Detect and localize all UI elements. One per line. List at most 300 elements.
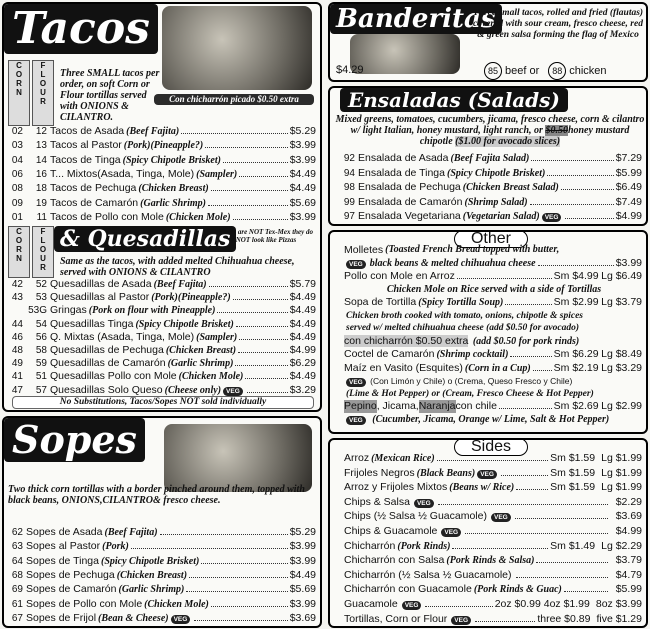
item-corn-number: 46 [11, 331, 23, 343]
tacos-panel [2, 2, 322, 412]
pepino-word: Pepino [344, 400, 377, 412]
sides-panel [328, 438, 648, 628]
menu-row[interactable] [336, 181, 642, 194]
menu-row[interactable] [344, 452, 642, 465]
item-flour-number: 51 [35, 371, 47, 383]
veg-badge: VEG [402, 601, 422, 610]
item-price: $4.49 [289, 330, 316, 343]
other-panel [328, 230, 648, 434]
ensaladas-avocado-note: ($1.00 for avocado slices) [455, 136, 561, 147]
item-corn-number: 03 [11, 140, 23, 152]
molletes-row-2 [344, 257, 642, 271]
item-name: Chicharrón con Salsa [344, 554, 445, 567]
molletes-desc: (Toasted French Bread topped with butter, [385, 244, 560, 255]
item-price: $5.99 [615, 166, 642, 179]
sopa-sm: Sm $2.99 [553, 296, 599, 308]
pepino-desc: (Cucumber, Jicama, Orange w/ Lime, Salt & Hot Pepper) [372, 413, 610, 425]
item-desc: (Spicy Chipotle Brisket) [122, 154, 221, 166]
chicharron-banner: Con chicharrón picado $0.50 extra [154, 94, 314, 105]
item-price-large: Lg $1.99 [601, 481, 642, 494]
veg-badge: VEG [441, 528, 461, 537]
item-name: Arroz y Frijoles Mixtos [344, 481, 448, 494]
con-chile-word: con chile [455, 400, 497, 412]
item-price-large: Lg $2.29 [601, 539, 642, 552]
menu-row[interactable] [344, 540, 642, 553]
menu-row[interactable] [336, 196, 642, 209]
item-corn-number: 44 [11, 318, 23, 330]
dot-leader [201, 563, 287, 564]
item-flour-number: 14 [35, 154, 47, 166]
item-number: 63 [11, 541, 23, 553]
menu-row[interactable] [344, 467, 642, 480]
quesadillas-intro: Same as the tacos, with added melted Chihuahua cheese, served with ONIONS & CILANTRO [60, 256, 295, 278]
item-price-large: $5.99 [615, 583, 642, 596]
sopa-row [344, 296, 642, 310]
menu-row[interactable] [336, 210, 642, 223]
item-name: Quesadillas Pollo con Mole [50, 370, 177, 383]
item-price-small: three $0.89 [537, 612, 591, 625]
item-desc: (Chicken Breast) [138, 183, 209, 195]
menu-row[interactable] [4, 384, 316, 397]
dot-leader [239, 339, 287, 340]
flour-band-2: F L O U R [32, 226, 54, 278]
item-corn-number: 08 [11, 183, 23, 195]
menu-row[interactable] [4, 125, 316, 138]
item-desc: (Chicken Breast) [116, 569, 188, 581]
dot-leader [247, 392, 288, 393]
dot-leader [531, 160, 613, 161]
item-price-large: $3.79 [615, 554, 642, 567]
dot-leader [233, 219, 288, 220]
menu-row[interactable] [4, 182, 316, 195]
sopa-note-1: Chicken broth cooked with tomato, onions, chipotle & spices [346, 310, 583, 321]
menu-row[interactable] [4, 139, 316, 152]
menu-row[interactable] [4, 612, 316, 625]
item-price-small: Sm $1.59 [550, 481, 596, 494]
banderitas-options [484, 62, 607, 80]
flour-band: F L O U R [32, 60, 54, 126]
item-desc: (Spicy Chipotle Brisket) [135, 318, 234, 330]
menu-row[interactable] [344, 569, 642, 582]
dot-leader [194, 620, 287, 621]
item-name: Sopes de Pechuga [26, 568, 115, 581]
menu-row[interactable] [344, 525, 642, 538]
item-price: $6.49 [615, 181, 642, 193]
item-desc: (Bean & Cheese) [98, 612, 169, 624]
maiz-name: Maíz en Vasito (Esquites) [344, 361, 463, 374]
item-desc: (Cheese only) [164, 384, 222, 396]
dot-leader [211, 606, 288, 607]
item-price: $7.29 [615, 152, 642, 164]
item-name: Q. Mixtas (Asada, Tinga, Mole) [50, 330, 195, 343]
item-name: Quesadillas de Asada [50, 278, 152, 290]
item-desc: (Chicken Mole) [178, 371, 244, 383]
item-price: $3.99 [289, 210, 316, 223]
dot-leader [530, 204, 614, 205]
item-corn-number: 42 [11, 279, 23, 290]
menu-row[interactable] [344, 613, 642, 626]
menu-row[interactable] [4, 168, 316, 181]
veg-badge: VEG [171, 615, 191, 624]
menu-row[interactable] [4, 154, 316, 167]
item-price: $3.99 [289, 554, 316, 567]
dot-leader [208, 205, 288, 206]
item-price: $4.99 [615, 210, 642, 222]
item-price: $3.69 [289, 611, 316, 624]
item-number: 67 [11, 612, 23, 624]
dot-leader [217, 312, 287, 313]
item-price-large: $4.79 [615, 568, 642, 581]
item-number: 61 [11, 598, 23, 610]
dot-leader [211, 190, 288, 191]
item-name: Quesadillas al Pastor [50, 291, 150, 304]
dot-leader [205, 147, 287, 148]
menu-row[interactable] [4, 540, 316, 553]
item-price: $4.49 [289, 317, 316, 330]
menu-row[interactable] [344, 481, 642, 494]
tacos-intro: Three SMALL tacos per order, on soft Corn or Flour tortillas served with ONIONS & CILANTRO. [60, 68, 160, 123]
item-number: 69 [11, 584, 23, 596]
item-number: 98 [343, 182, 355, 193]
sopes-title: Sopes [4, 418, 145, 462]
dot-leader [516, 577, 608, 578]
item-name: Chips & Guacamole [344, 525, 438, 537]
item-flour-number: 18 [35, 183, 47, 195]
item-flour-number: 19 [35, 197, 47, 209]
item-corn-number: 04 [11, 154, 23, 166]
menu-row[interactable] [336, 167, 642, 180]
veg-badge: VEG [346, 416, 366, 425]
item-desc: (Vegetarian Salad) [462, 211, 540, 222]
item-price: $6.29 [289, 357, 316, 370]
item-desc: (Sampler) [196, 331, 238, 343]
item-desc: (Chicken Breast Salad) [462, 182, 559, 193]
item-name: Ensalada de Tinga [358, 166, 445, 179]
dot-leader [565, 218, 613, 219]
item-desc: (Pork Rinds & Salsa) [446, 555, 535, 567]
menu-row[interactable] [344, 510, 642, 523]
item-price-small: Sm $1.59 [550, 466, 596, 479]
item-name: Sopes de Camarón [26, 583, 117, 596]
item-desc: (Beans w/ Rice) [449, 482, 515, 494]
menu-row[interactable] [4, 555, 316, 568]
dot-leader [235, 365, 287, 366]
dot-leader [223, 162, 288, 163]
coctel-name: Coctel de Camarón [344, 348, 435, 360]
item-price-large: 8oz $3.99 [595, 598, 642, 610]
pollo-mole-sm: Sm $4.99 [553, 270, 599, 282]
banderitas-photo [350, 34, 460, 74]
item-flour-number: 52 [35, 279, 47, 290]
item-flour-number: 13 [35, 140, 47, 152]
item-name: Sopes de Asada [26, 526, 103, 538]
item-price: $5.29 [289, 526, 316, 538]
option-chicken-label: chicken [569, 65, 607, 77]
item-price-small: 2oz $0.99 4oz $1.99 [494, 598, 590, 610]
maiz-lg: Lg $3.29 [601, 361, 642, 374]
item-corn-number: 09 [11, 197, 23, 209]
item-flour-number: 16 [35, 168, 47, 180]
menu-row[interactable] [336, 152, 642, 165]
option-beef-number[interactable]: 85 [484, 62, 502, 80]
item-desc: (Pork Rinds) [397, 540, 451, 552]
item-name: Sopes al Pastor [26, 540, 101, 553]
item-desc: (Spicy Chipotle Brisket) [446, 167, 546, 179]
menu-row[interactable] [344, 598, 642, 611]
sopa-pork-rinds: (add $0.50 for pork rinds) [472, 335, 580, 347]
maiz-desc: (Corn in a Cup) [464, 362, 531, 374]
menu-row[interactable] [4, 357, 316, 370]
ensaladas-desc-text: Mixed greens, tomatoes, cucumbers, jicama, fresco cheese, corn & cilantro w/ light Italian, honey mustard, light ranch, or [335, 114, 645, 136]
item-name: T... Mixtos(Asada, Tinga, Mole) [50, 167, 195, 180]
item-desc: (Pork) [102, 541, 129, 553]
item-number: 97 [343, 211, 355, 222]
item-price: $3.99 [289, 540, 316, 553]
option-beef-label: beef or [505, 65, 540, 77]
coctel-row [344, 348, 642, 362]
item-corn-number: 02 [11, 126, 23, 137]
item-corn-number: 43 [11, 292, 23, 304]
item-desc: (Pork)(Pineapple?) [151, 292, 231, 304]
sides-title: Sides [454, 438, 528, 456]
dot-leader [475, 621, 535, 622]
menu-row[interactable] [4, 598, 316, 611]
molletes-name: Molletes [344, 244, 384, 256]
item-price: $4.49 [289, 304, 316, 317]
veg-badge: VEG [414, 499, 434, 508]
coctel-lg: Lg $8.49 [601, 348, 642, 360]
item-desc: (Black Beans) [416, 467, 476, 479]
veg-badge: VEG [542, 213, 562, 222]
maiz-sm: Sm $2.19 [553, 361, 599, 374]
item-flour-number: 54 [35, 318, 47, 330]
item-desc: (Beef Fajita) [104, 527, 158, 538]
item-desc: (Mexican Rice) [371, 453, 435, 464]
menu-row[interactable] [4, 304, 316, 317]
jicama-word: , Jicama, [376, 400, 419, 412]
item-name: Sopes de Frijol [26, 611, 97, 624]
item-desc: (Pork on flour with Pineapple) [88, 305, 216, 317]
item-desc: (Sampler) [196, 168, 238, 180]
item-desc: (Garlic Shrimp) [167, 358, 234, 370]
menu-row[interactable] [4, 197, 316, 210]
menu-row[interactable] [4, 278, 316, 291]
dot-leader [131, 548, 288, 549]
item-price: $5.79 [289, 278, 316, 290]
menu-row[interactable] [344, 583, 642, 596]
item-corn-number: 06 [11, 168, 23, 180]
pepino-row [344, 400, 642, 414]
sopes-photo [164, 424, 312, 492]
tacos-title: Tacos [4, 4, 158, 54]
menu-row[interactable] [4, 526, 316, 539]
item-corn-number: 41 [11, 371, 23, 383]
ensaladas-title: Ensaladas (Salads) [340, 88, 568, 112]
item-number: 92 [343, 153, 355, 164]
item-corn-number: 01 [11, 211, 23, 223]
dot-leader [561, 189, 614, 190]
item-name: Tacos de Camarón [50, 196, 139, 209]
dot-leader [501, 475, 548, 476]
item-price: $4.49 [289, 167, 316, 180]
item-flour-number: 58 [35, 345, 47, 356]
coctel-sm: Sm $6.29 [553, 348, 599, 360]
item-price-small: Sm $1.59 [550, 452, 596, 464]
item-number: 62 [11, 527, 23, 538]
item-desc: (Garlic Shrimp) [140, 197, 206, 209]
item-price: $5.29 [289, 125, 316, 137]
item-number: 68 [11, 569, 23, 581]
sopa-desc: (Spicy Tortilla Soup) [418, 297, 504, 308]
menu-row[interactable] [4, 569, 316, 582]
item-desc: (Beef Fajita Salad) [450, 153, 530, 164]
item-name: Quesadillas de Camarón [50, 357, 166, 370]
tacos-photo [162, 6, 312, 90]
dot-leader [209, 286, 288, 287]
ensaladas-desc [334, 114, 646, 147]
item-price-large: $4.99 [615, 525, 642, 537]
veg-badge: VEG [346, 378, 366, 387]
dot-leader [547, 175, 613, 176]
item-price: $3.99 [289, 139, 316, 152]
dot-leader [452, 548, 548, 549]
item-name: Arroz [344, 452, 370, 464]
item-name: Ensalada de Camarón [358, 195, 463, 208]
item-flour-number: 53G [28, 305, 47, 317]
item-flour-number: 53 [35, 292, 47, 304]
veg-badge: VEG [451, 616, 471, 625]
item-flour-number: 57 [35, 384, 47, 396]
menu-row[interactable] [344, 496, 642, 509]
item-name: Sopes de Pollo con Mole [26, 597, 143, 610]
menu-row[interactable] [4, 344, 316, 357]
no-subs-note: No Substitutions, Tacos/Sopes NOT sold individually [12, 396, 314, 409]
item-desc: (Beef Fajita) [126, 126, 180, 137]
item-name: Chips & Salsa [344, 495, 410, 508]
menu-row[interactable] [4, 331, 316, 344]
item-price-large: Lg $1.99 [601, 452, 642, 464]
other-list [344, 244, 642, 426]
quesadillas-title: & Quesadillas [54, 226, 236, 252]
menu-row[interactable] [4, 318, 316, 331]
item-name: Tacos de Tinga [50, 153, 121, 166]
dot-leader [236, 326, 288, 327]
item-number: 94 [343, 167, 355, 179]
item-name: Gringas [50, 304, 87, 317]
menu-row[interactable] [344, 554, 642, 567]
option-chicken-number[interactable]: 88 [548, 62, 566, 80]
molletes-row [344, 244, 642, 257]
menu-row[interactable] [4, 370, 316, 383]
item-price: $3.99 [289, 153, 316, 166]
dot-leader [515, 518, 608, 519]
item-price-small: Sm $1.49 [550, 539, 596, 552]
item-price: $4.99 [289, 344, 316, 356]
sopes-intro: Two thick corn tortillas with a border pinched around them, topped with black beans, ONIONS,CILANTRO& fresco cheese. [8, 484, 305, 506]
dot-leader [245, 378, 287, 379]
item-price: $4.49 [289, 291, 316, 304]
dot-leader [233, 299, 288, 300]
item-price: $4.49 [289, 182, 316, 195]
item-desc: (Beef Fajita) [153, 279, 207, 290]
dot-leader [160, 534, 288, 535]
menu-row[interactable] [4, 291, 316, 304]
sopa-note-3 [344, 335, 642, 349]
pollo-mole-lg: Lg $6.49 [601, 270, 642, 282]
pollo-mole-row [344, 270, 642, 284]
item-name: Quesadillas Tinga [50, 317, 134, 330]
item-name: Guacamole [344, 598, 398, 610]
item-name: Tortillas, Corn or Flour [344, 612, 448, 625]
item-name: Chicharrón con Guacamole [344, 583, 472, 596]
item-name: Sopes de Tinga [26, 554, 99, 567]
banderitas-panel [328, 2, 648, 82]
item-price-large: $2.29 [615, 495, 642, 508]
veg-badge: VEG [491, 513, 511, 522]
item-desc: (Pork)(Pineapple?) [123, 140, 204, 152]
corn-band-2: C O R N [8, 226, 30, 278]
item-desc: (Pork Rinds & Guac) [473, 584, 562, 596]
menu-row[interactable] [4, 583, 316, 596]
pepino-sm: Sm $2.69 [553, 400, 599, 412]
veg-badge: VEG [346, 260, 366, 269]
item-price-large: Lg $1.99 [601, 466, 642, 479]
molletes-desc-2: black beans & melted chihuahua cheese [369, 257, 536, 269]
maiz-options-text: (Con Limón y Chile) o (Crema, Queso Fresco y Chile) [370, 376, 573, 386]
banderitas-price: $4.29 [336, 64, 364, 76]
dot-leader [437, 460, 548, 461]
dot-leader [425, 606, 492, 607]
item-desc: (Garlic Shrimp) [118, 584, 185, 596]
ensaladas-desc-text-b: honey mustard chipotle [419, 125, 630, 147]
dot-leader [181, 133, 288, 134]
ensaladas-strike: $0.50 [545, 125, 568, 136]
banderitas-desc: Three small tacos, rolled and fried (flautas) covered with sour cream, fresco cheese, red & green salsa forming the flag of Mexico [472, 8, 644, 40]
item-price: $4.49 [289, 568, 316, 581]
naranja-word: Naranja [418, 400, 456, 412]
item-price: $3.99 [289, 597, 316, 610]
ensaladas-panel [328, 86, 648, 226]
item-number: 64 [11, 555, 23, 567]
dot-leader [465, 533, 608, 534]
other-title: Other [454, 230, 528, 248]
item-price-large: $3.69 [615, 510, 642, 523]
item-flour-number: 11 [36, 211, 47, 223]
pollo-mole-desc: Chicken Mole on Rice served with a side of Tortillas [386, 283, 602, 295]
item-flour-number: 56 [35, 331, 47, 343]
item-name: Chicharrón [344, 539, 396, 552]
maiz-options-en: (Lime & Hot Pepper) or (Cream, Fresco Cheese & Hot Pepper) [346, 388, 594, 399]
item-price: $7.49 [615, 195, 642, 208]
item-flour-number: 12 [35, 126, 47, 137]
item-desc: (Shrimp Salad) [464, 196, 528, 208]
menu-row[interactable] [4, 211, 316, 224]
item-desc: (Spicy Chipotle Brisket) [100, 555, 200, 567]
item-price: $3.29 [289, 383, 316, 396]
sopa-note-2: served w/ melted chihuahua cheese (add $0.50 for avocado) [346, 323, 579, 333]
item-name: Tacos de Pollo con Mole [50, 210, 164, 223]
maiz-row [344, 362, 642, 376]
item-price: $5.69 [289, 196, 316, 209]
item-name: Frijoles Negros [344, 466, 415, 479]
coctel-desc: (Shrimp cocktail) [436, 349, 509, 360]
dot-leader [186, 591, 287, 592]
dot-leader [516, 489, 548, 490]
dot-leader [438, 504, 608, 505]
pollo-mole-name: Pollo con Mole en Arroz [344, 270, 455, 282]
item-price: $5.69 [289, 583, 316, 596]
dot-leader [536, 562, 607, 563]
